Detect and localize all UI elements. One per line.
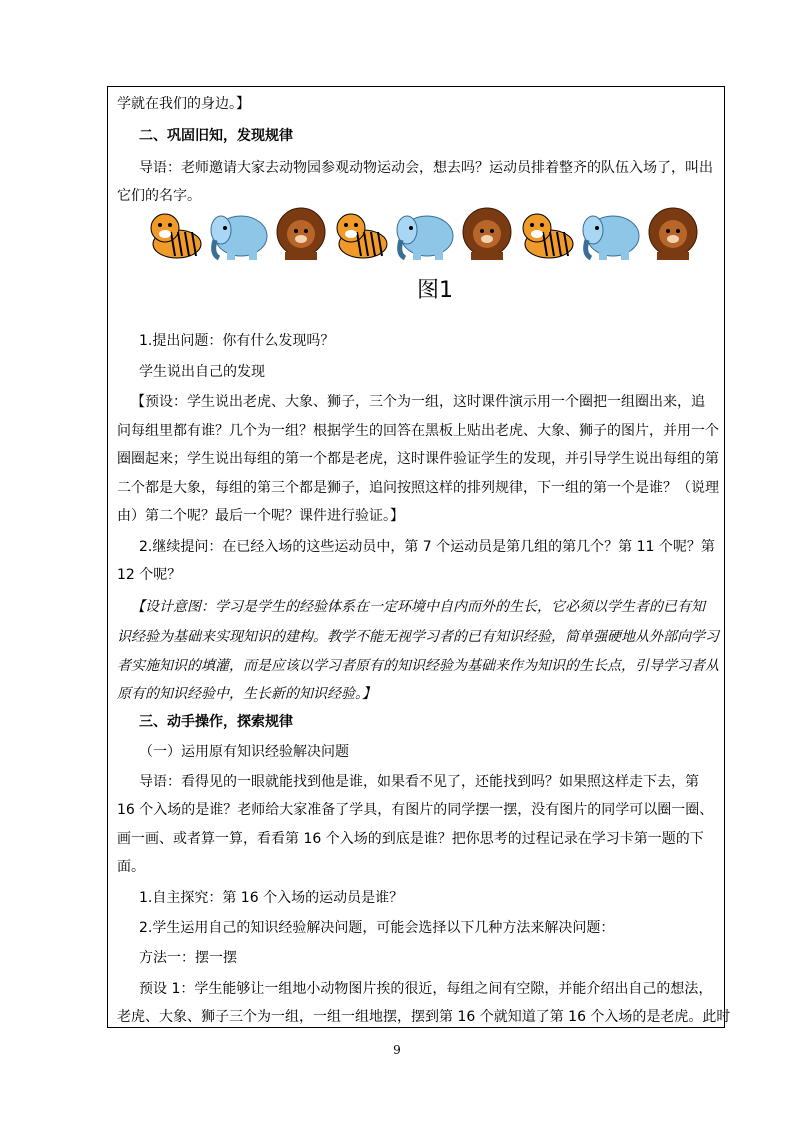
design-intent-line: 原有的知识经验中，生长新的知识经验。】 <box>117 686 376 702</box>
text-line: 导语：老师邀请大家去动物园参观动物运动会，想去吗？运动员排着整齐的队伍入场了，叫出 <box>139 160 713 176</box>
subsection-heading: （一）运用原有知识经验解决问题 <box>139 744 349 760</box>
design-intent-line: 识经验为基础来实现知识的建构。教学不能无视学习者的已有知识经验，简单强硬地从外部向学习 <box>117 629 719 645</box>
text-line: 二个都是大象，每组的第三个都是狮子，追问按照这样的排列规律，下一组的第一个是谁？（说理 <box>117 480 719 496</box>
lion-icon <box>463 208 511 260</box>
figure-caption: 图1 <box>417 278 453 303</box>
text-line: 老虎、大象、狮子三个为一组，一组一组地摆，摆到第 16 个就知道了第 16 个入场的是老虎。此时 <box>117 1009 731 1025</box>
text-line: 方法一：摆一摆 <box>139 950 237 966</box>
text-line: 1.提出问题：你有什么发现吗？ <box>139 333 335 349</box>
design-intent-line: 者实施知识的填灌，而是应该以学习者原有的知识经验为基础来作为知识的生长点，引导学习者从 <box>117 658 719 674</box>
tiger-icon <box>337 214 387 258</box>
section-heading: 三、动手操作，探索规律 <box>139 714 293 730</box>
text-line: 面。 <box>117 859 145 875</box>
elephant-icon <box>397 216 453 260</box>
text-line: 学生说出自己的发现 <box>139 364 265 380</box>
text-line: 【预设：学生说出老虎、大象、狮子，三个为一组，这时课件演示用一个圈把一组圈出来，追 <box>131 394 705 410</box>
text-line: 16 个入场的是谁？老师给大家准备了学具，有图片的同学摆一摆，没有图片的同学可以圈一圈、 <box>117 802 714 818</box>
text-line: 12 个呢？ <box>117 567 182 583</box>
elephant-icon <box>583 216 639 260</box>
lion-icon <box>649 208 697 260</box>
page-number: 9 <box>393 1043 401 1057</box>
text-line: 2.继续提问：在已经入场的这些运动员中，第 7 个运动员是第几组的第几个？第 11 个呢？第 <box>139 539 715 555</box>
text-line: 1.自主探究：第 16 个入场的运动员是谁？ <box>139 890 404 906</box>
text-line: 由）第二个呢？最后一个呢？课件进行验证。】 <box>117 508 404 524</box>
animal-parade-figure <box>147 206 707 262</box>
design-intent-line: 【设计意图：学习是学生的经验体系在一定环境中自内而外的生长，它必须以学生者的已有知 <box>131 599 705 615</box>
tiger-icon <box>523 214 573 258</box>
elephant-icon <box>211 216 267 260</box>
section-heading: 二、巩固旧知，发现规律 <box>139 128 293 144</box>
text-line: 画一画、或者算一算，看看第 16 个入场的到底是谁？把你思考的过程记录在学习卡第一题的下 <box>117 831 704 847</box>
lion-icon <box>277 208 325 260</box>
text-line: 问每组里都有谁？几个为一组？根据学生的回答在黑板上贴出老虎、大象、狮子的图片，并用一个 <box>117 423 719 439</box>
text-line: 预设 1：学生能够让一组地小动物图片挨的很近，每组之间有空隙，并能介绍出自己的想法， <box>139 981 713 997</box>
text-line: 学就在我们的身边。】 <box>117 96 250 112</box>
text-line: 它们的名字。 <box>117 188 201 204</box>
text-line: 2.学生运用自己的知识经验解决问题，可能会选择以下几种方法来解决问题： <box>139 920 615 936</box>
text-line: 圈圈起来；学生说出每组的第一个都是老虎，这时课件验证学生的发现，并引导学生说出每组的第 <box>117 451 719 467</box>
tiger-icon <box>151 214 201 258</box>
text-line: 导语：看得见的一眼就能找到他是谁，如果看不见了，还能找到吗？如果照这样走下去，第 <box>139 774 699 790</box>
